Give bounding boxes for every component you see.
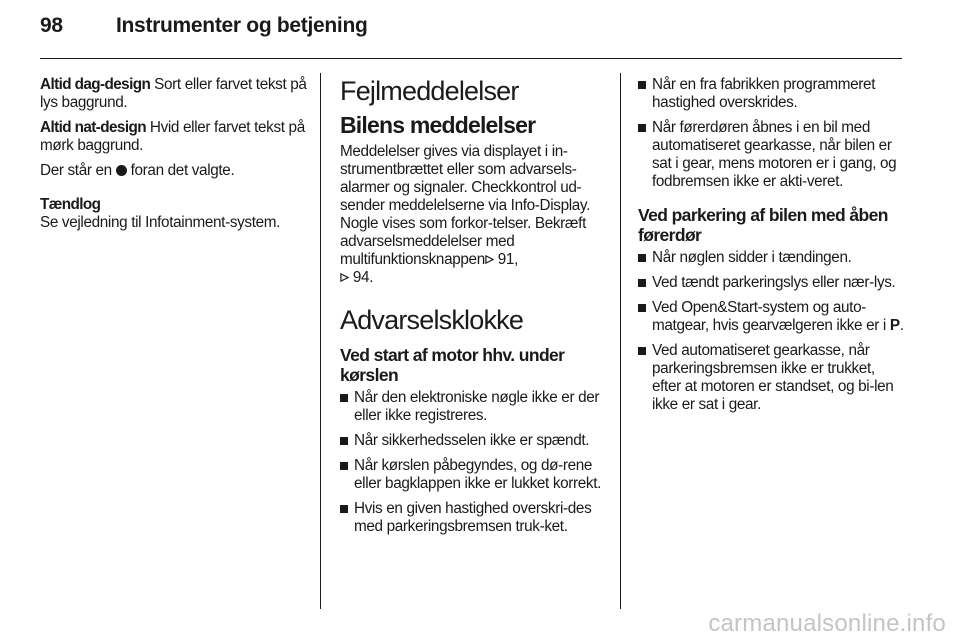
paragraph-night-design	[40, 119, 308, 155]
page-header	[40, 14, 900, 50]
subheading-ignition: Tændlog	[40, 196, 101, 213]
list-item: Når førerdøren åbnes i en bil med automatiseret gearkasse, når bilen er sat i gear, mens motoren er i gang, og fodbremsen ikke er akti-veret.	[638, 119, 904, 191]
watermark: carmanualsonline.info	[708, 610, 946, 637]
paragraph-day-design	[40, 76, 308, 112]
list-item: Når nøglen sidder i tændingen.	[638, 249, 904, 267]
text-open-start: Ved Open&Start-system og auto-matgear, hvis gearvælgeren ikke er i	[652, 299, 890, 334]
text-night-design: Hvid eller farvet tekst på mørk baggrund.	[40, 119, 305, 154]
list-item: Ved tændt parkeringslys eller nær-lys.	[638, 274, 904, 292]
text-open-start-end: .	[899, 317, 904, 334]
column-2	[340, 76, 608, 543]
column-divider-1	[320, 73, 321, 609]
page-reference-91: 91,	[493, 251, 518, 268]
filled-circle-icon	[116, 165, 127, 176]
column-1	[40, 76, 308, 239]
page-number: 98	[40, 14, 63, 37]
text-selected-before: Der står en	[40, 162, 116, 179]
page-reference-arrow-icon	[340, 273, 349, 282]
list-driving-continued	[638, 76, 904, 191]
header-rule	[40, 58, 902, 59]
gear-p-label: P	[889, 317, 900, 334]
text-day-design: Sort eller farvet tekst på lys baggrund.	[40, 76, 307, 111]
list-start-driving	[340, 389, 608, 536]
list-item: Når kørslen påbegyndes, og dø-rene eller bagklappen ikke er lukket korrekt.	[340, 457, 608, 493]
list-parking-open-door	[638, 249, 904, 414]
page-reference-94: 94.	[349, 269, 374, 286]
column-3	[638, 76, 904, 421]
heading-start-driving: Ved start af motor hhv. under kørslen	[340, 345, 565, 385]
list-item: Når en fra fabrikken programmeret hastighed overskrides.	[638, 76, 904, 112]
paragraph-ignition: Se vejledning til Infotainment-system.	[40, 214, 281, 231]
heading-vehicle-messages: Bilens meddelelser	[340, 112, 536, 138]
term-day-design: Altid dag-design	[40, 76, 151, 93]
list-item: Når den elektroniske nøgle ikke er der eller ikke registreres.	[340, 389, 608, 425]
heading-warning-chime: Advarselsklokke	[340, 305, 524, 335]
text-selected-after: foran det valgte.	[126, 162, 235, 179]
list-item: Når sikkerhedsselen ikke er spændt.	[340, 432, 608, 450]
text-vehicle-messages: Meddelelser gives via displayet i in-strumentbrættet eller som advarsels-alarmer og signaler. Checkkontrol ud-sender meddelelserne via Info-Display. Nogle vises som forkor-telser. Bekræft advarselsmeddelelser med multifunktionsknappen	[340, 143, 590, 268]
term-night-design: Altid nat-design	[40, 119, 146, 136]
paragraph-selected-marker	[40, 162, 308, 180]
heading-parking-open-door: Ved parkering af bilen med åben førerdør	[638, 205, 888, 245]
paragraph-vehicle-messages	[340, 143, 608, 287]
list-item: Ved automatiseret gearkasse, når parkeringsbremsen ikke er trukket, efter at motoren er standset, og bi-len ikke er sat i gear.	[638, 342, 904, 414]
heading-error-messages: Fejlmeddelelser	[340, 76, 519, 106]
column-divider-2	[620, 73, 621, 609]
list-item: Hvis en given hastighed overskri-des med parkeringsbremsen truk-ket.	[340, 500, 608, 536]
list-item	[638, 299, 904, 335]
page-reference-arrow-icon	[485, 255, 494, 264]
chapter-title: Instrumenter og betjening	[116, 14, 368, 37]
